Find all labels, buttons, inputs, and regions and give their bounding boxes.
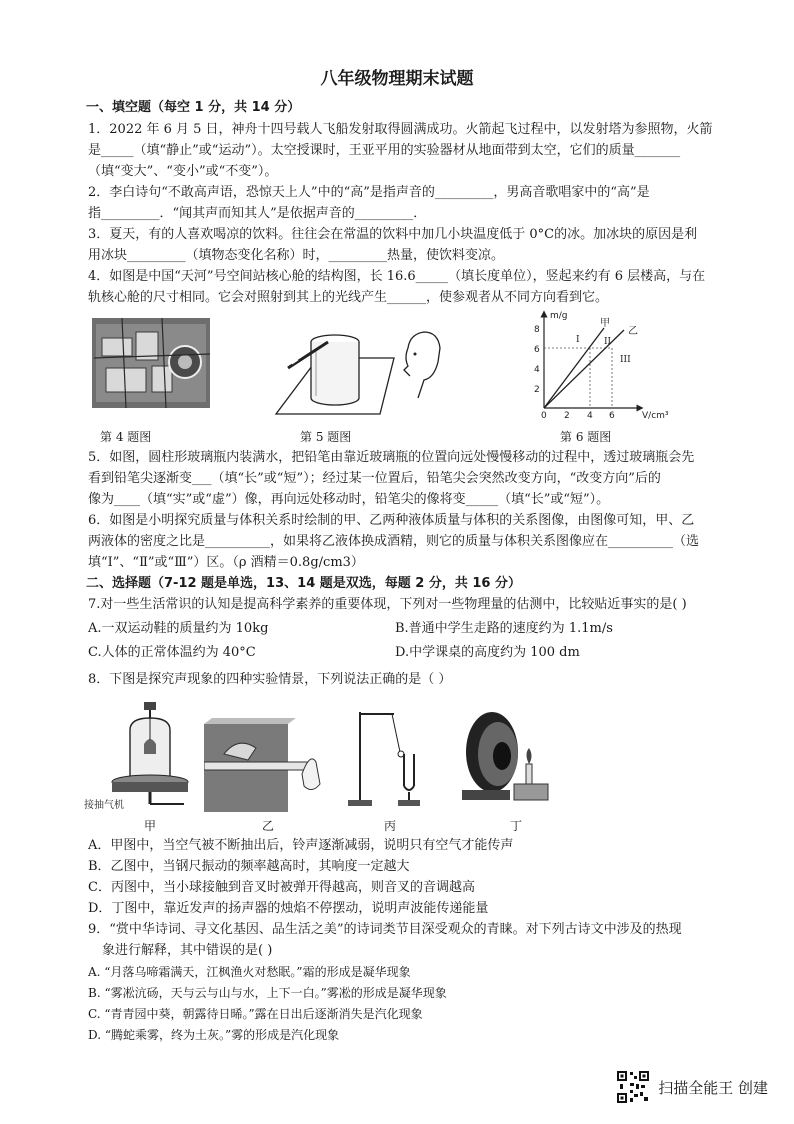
question-1-line-1: 1．2022 年 6 月 5 日，神舟十四号载人飞船发射取得圆满成功。火箭起飞过程中，以发射塔为参照物，火箭 — [88, 122, 713, 137]
question-8-option-d: D．丁图中，靠近发声的扬声器的烛焰不停摆动，说明声波能传递能量 — [88, 901, 489, 916]
line-jia — [544, 328, 604, 408]
line-label-yi: 乙 — [628, 326, 638, 337]
section-fill-blank-heading: 一、填空题（每空 1 分，共 14 分） — [86, 100, 301, 115]
question-9-option-b: B. “雾凇沆砀，天与云与山与水，上下一白。”雾凇的形成是凝华现象 — [88, 986, 447, 1000]
question-7-stem: 7.对一些生活常识的认知是提高科学素养的重要体现，下列对一些物理量的估测中，比较贴近事实的是( ) — [88, 597, 687, 612]
question-7-option-c: C.人体的正常体温约为 40°C — [88, 645, 256, 660]
question-4-line-1: 4．如图是中国“天河”号空间站核心舱的结构图，长 16.6_____（填长度单位），竖起来约有 6 层楼高，与在 — [88, 269, 706, 284]
glass-bottle-pencil-figure — [268, 318, 468, 420]
question-8-option-b: B．乙图中，当钢尺振动的频率越高时，其响度一定越大 — [88, 859, 410, 874]
question-7-option-a: A.一双运动鞋的质量约为 10kg — [88, 621, 269, 636]
x-tick: 0 — [541, 411, 547, 421]
steel-ruler-experiment — [204, 714, 324, 814]
mass-volume-graph — [520, 306, 680, 426]
region-label: III — [620, 355, 631, 365]
question-5-line-3: 像为____（填“实”或“虚”）像，再向远处移动时，铅笔尖的像将变_____（填“长”或“短”）。 — [88, 492, 610, 507]
graph-x-label: V/cm³ — [642, 411, 669, 421]
question-8-option-c: C．丙图中，当小球接触到音叉时被弹开得越高，则音叉的音调越高 — [88, 880, 475, 895]
question-6-line-2: 两液体的密度之比是__________，如果将乙液体换成酒精，则它的质量与体积关系图像应在__________（选 — [88, 534, 700, 549]
figure-8-label-ding: 丁 — [510, 819, 523, 833]
figure-6-caption: 第 6 题图 — [560, 430, 612, 444]
scanner-brand-text: 扫描全能王 创建 — [658, 1078, 768, 1097]
space-station-photo — [92, 318, 210, 408]
section-choice-heading: 二、选择题（7-12 题是单选，13、14 题是双选，每题 2 分，共 16 分） — [86, 576, 522, 591]
question-7-option-b: B.普通中学生走路的速度约为 1.1m/s — [395, 621, 613, 636]
question-1-line-3: （填“变大”、“变小”或“不变”）。 — [88, 164, 278, 179]
question-3-line-1: 3．夏天，有的人喜欢喝凉的饮料。往往会在常温的饮料中加几小块温度低于 0°C的冰。加冰块的原因是利 — [88, 227, 698, 242]
question-3-line-2: 用冰块_________（填物态变化名称）时，_________热量，使饮料变凉。 — [88, 248, 505, 263]
question-6-line-1: 6．如图是小明探究质量与体积关系时绘制的甲、乙两种液体质量与体积的关系图像，由图像可知，甲、乙 — [88, 513, 695, 528]
question-8-stem: 8．下图是探究声现象的四种实验情景，下列说法正确的是（ ） — [88, 672, 452, 687]
figure-8-label-jia: 甲 — [144, 819, 157, 833]
figure-8-label-yi: 乙 — [262, 819, 275, 833]
bell-jar-experiment — [84, 700, 194, 812]
qr-code-icon — [616, 1070, 650, 1104]
question-9-option-a: A. “月落乌啼霜满天，江枫渔火对愁眠。”霜的形成是凝华现象 — [88, 965, 411, 979]
pump-label: 接抽气机 — [84, 800, 124, 811]
question-4-line-2: 轨核心舱的尺寸相同。它会对照射到其上的光线产生______，使参观者从不同方向看到它。 — [88, 290, 609, 305]
question-2-line-2: 指_________．“闻其声而知其人”是依据声音的_________． — [88, 206, 427, 221]
figure-4-caption: 第 4 题图 — [100, 430, 152, 444]
question-7-option-d: D.中学课桌的高度约为 100 dm — [395, 645, 580, 660]
page-title: 八年级物理期末试题 — [320, 69, 474, 89]
question-9-option-c: C. “青青园中葵，朝露待日晞。”露在日出后逐渐消失是汽化现象 — [88, 1007, 423, 1021]
question-9-option-d: D. “腾蛇乘雾，终为土灰。”雾的形成是汽化现象 — [88, 1028, 340, 1042]
figure-8-label-bing: 丙 — [384, 819, 397, 833]
tuning-fork-ball-experiment — [344, 706, 424, 810]
question-8-option-a: A．甲图中，当空气被不断抽出后，铃声逐渐减弱，说明只有空气才能传声 — [88, 838, 514, 853]
figure-5-caption: 第 5 题图 — [300, 430, 352, 444]
question-6-line-3: 填“Ⅰ”、“Ⅱ”或“Ⅲ”）区。（ρ 酒精＝0.8g/cm3） — [88, 555, 364, 570]
region-label: I — [576, 335, 580, 345]
x-tick: 2 — [564, 411, 570, 421]
line-label-jia: 甲 — [600, 318, 610, 329]
question-9-line-2: 象进行解释，其中错误的是( ) — [102, 943, 273, 958]
question-5-line-2: 看到铅笔尖逐渐变___（填“长”或“短”）；经过某一位置后，铅笔尖会突然改变方向，“改变方向”后的 — [88, 471, 661, 486]
y-tick: 4 — [534, 365, 540, 375]
y-tick: 2 — [534, 385, 540, 395]
scanner-watermark — [616, 1070, 768, 1104]
question-1-line-2: 是_____（填“静止”或“运动”）。太空授课时，王亚平用的实验器材从地面带到太空，它们的质量_______ — [88, 143, 681, 158]
question-2-line-1: 2．李白诗句“不敢高声语，恐惊天上人”中的“高”是指声音的_________，男高音歌唱家中的“高”是 — [88, 185, 650, 200]
question-9-line-1: 9．“赏中华诗词、寻文化基因、品生活之美”的诗词类节目深受观众的青睐。对下列古诗文中涉及的热现 — [88, 922, 682, 937]
region-label: II — [604, 337, 612, 347]
y-tick: 6 — [534, 345, 540, 355]
x-tick: 6 — [609, 411, 615, 421]
y-tick: 8 — [534, 325, 540, 335]
question-5-line-1: 5．如图，圆柱形玻璃瓶内装满水，把铅笔由靠近玻璃瓶的位置向远处慢慢移动的过程中，透过玻璃瓶会先 — [88, 450, 695, 465]
speaker-candle-experiment — [452, 704, 556, 812]
graph-y-label: m/g — [550, 311, 568, 321]
x-tick: 4 — [587, 411, 593, 421]
